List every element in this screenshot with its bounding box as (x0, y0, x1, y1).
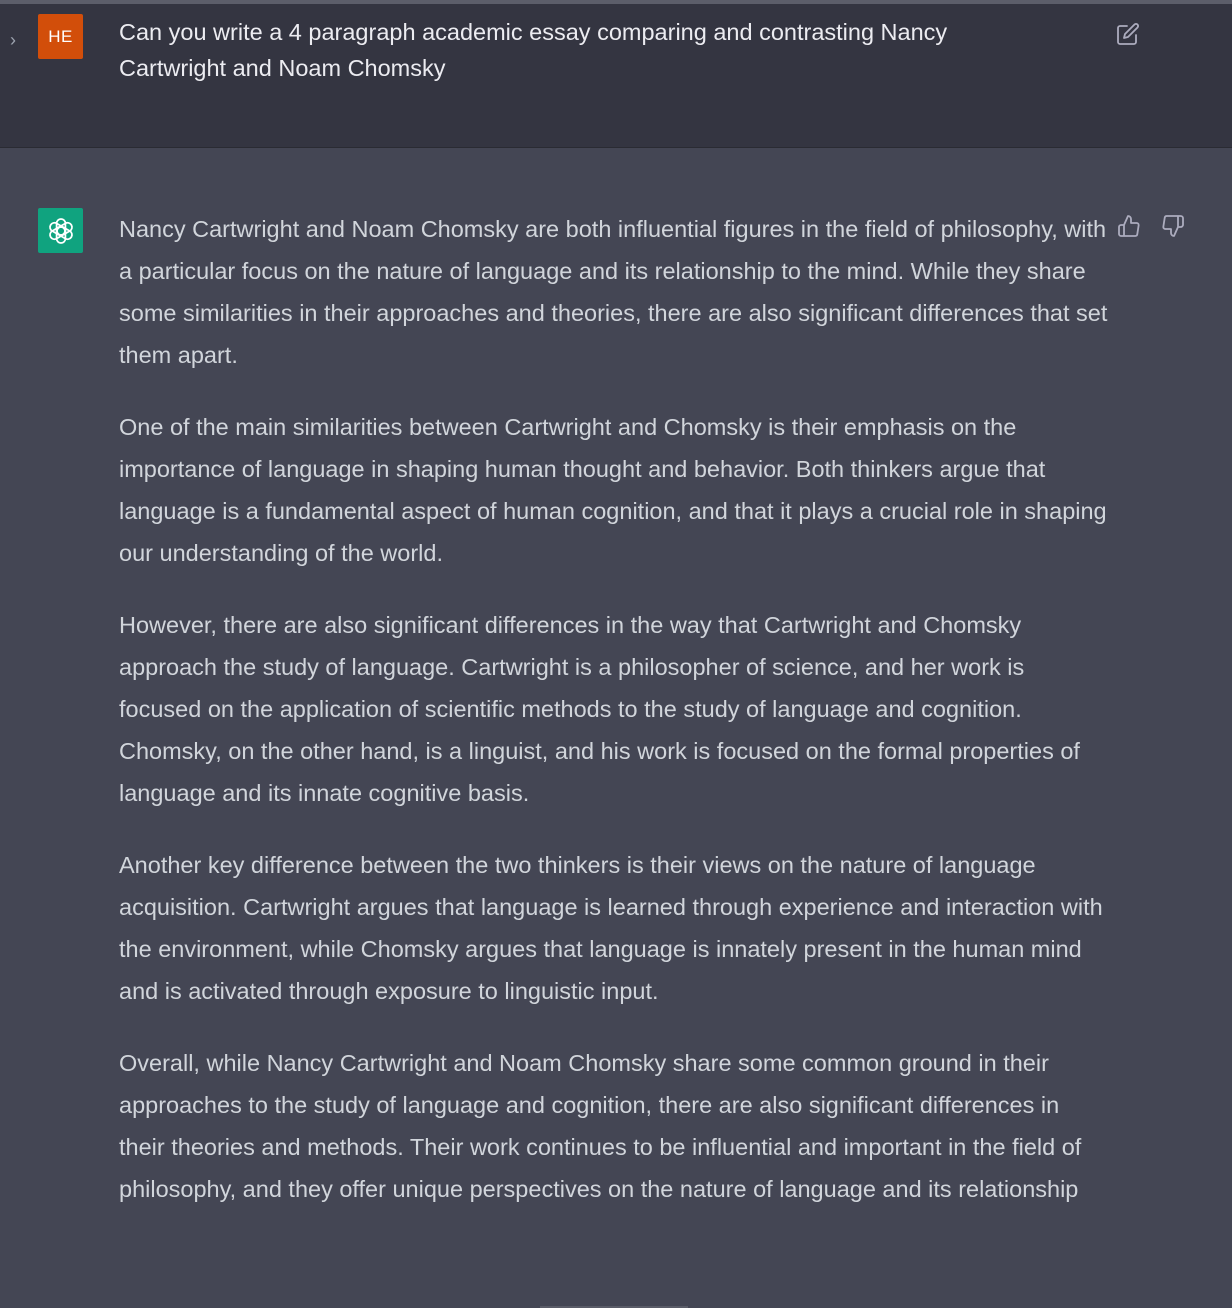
edit-icon (1116, 22, 1140, 46)
assistant-avatar (38, 208, 83, 253)
assistant-message-body (119, 208, 1109, 1240)
user-message-text: Can you write a 4 paragraph academic essay comparing and contrasting Nancy Cartwright and Noam Chomsky (119, 19, 948, 81)
essay-paragraph-3: However, there are also significant differences in the way that Cartwright and Chomsky approach the study of language. Cartwright is a philosopher of science, and her work is focused on the application of scientific methods to the study of language and cognition. Chomsky, on the other hand, is a linguist, and his work is focused on the formal properties of language and its innate cognitive basis. (119, 612, 1080, 806)
chevron-right-icon[interactable]: › (10, 29, 16, 50)
edit-message-button[interactable] (1112, 18, 1144, 50)
essay-paragraph-2: One of the main similarities between Cartwright and Chomsky is their emphasis on the importance of language in shaping human thought and behavior. Both thinkers argue that language is a fundamental aspect of human cognition, and that it plays a crucial role in shaping our understanding of the world. (119, 414, 1107, 566)
user-avatar: HE (38, 14, 83, 59)
essay-paragraph-5: Overall, while Nancy Cartwright and Noam Chomsky share some common ground in their approaches to the study of language and cognition, there are also significant differences in their theories and methods. Their work continues to be influential and important in the field of philosophy, and they offer unique perspectives on the nature of language and its relationship (119, 1050, 1082, 1202)
essay-paragraph-4: Another key difference between the two thinkers is their views on the nature of language acquisition. Cartwright argues that language is learned through experience and interaction with the environment, while Chomsky argues that language is innately present in the human mind and is activated through exposure to linguistic input. (119, 852, 1103, 1004)
thumbs-down-icon (1161, 214, 1185, 238)
thumbs-up-button[interactable] (1112, 209, 1146, 243)
essay-paragraph-1: Nancy Cartwright and Noam Chomsky are both influential figures in the field of philosophy, with a particular focus on the nature of language and its relationship to the mind. While they share some similarities in their approaches and theories, there are also significant differences that set them apart. (119, 216, 1108, 368)
feedback-controls (1112, 209, 1190, 243)
assistant-message (0, 149, 1232, 1308)
thumbs-down-button[interactable] (1156, 209, 1190, 243)
user-message (0, 4, 1232, 148)
thumbs-up-icon (1117, 214, 1141, 238)
openai-logo-icon (45, 215, 77, 247)
